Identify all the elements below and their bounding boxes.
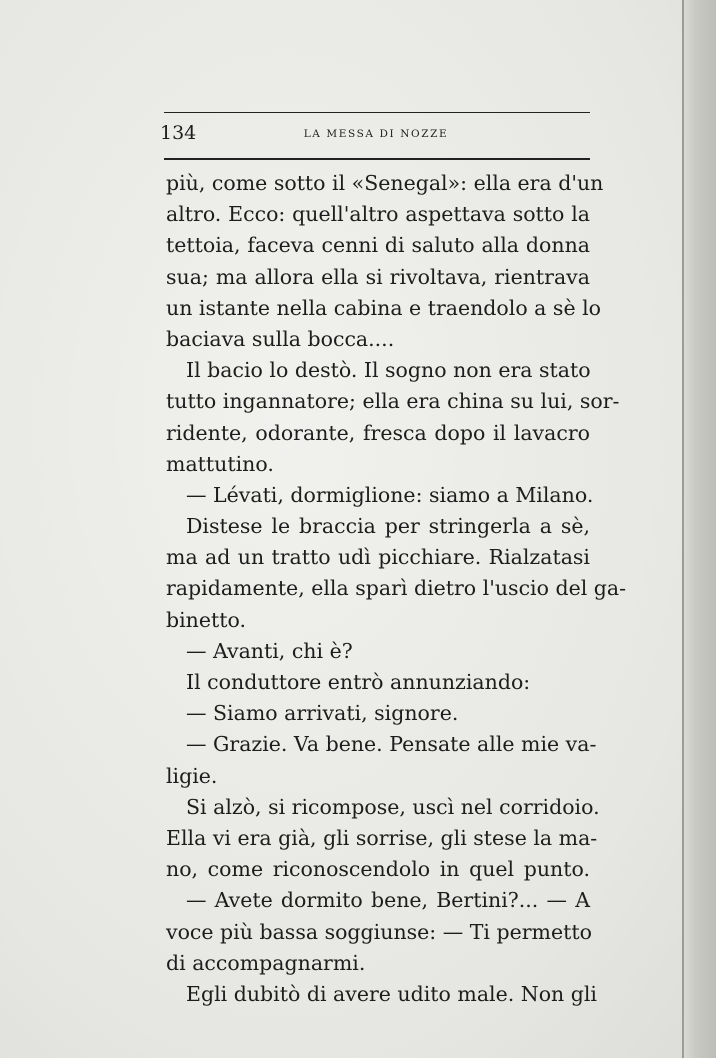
text-line: ridente, odorante, fresca dopo il lavacro xyxy=(166,420,590,445)
page-header xyxy=(160,122,592,150)
text-line: un istante nella cabina e traendolo a sè lo xyxy=(166,295,601,320)
text-line: — Avete dormito bene, Bertini?... — A xyxy=(186,888,590,913)
page-gutter xyxy=(682,0,716,1058)
text-line: Il conduttore entrò annunziando: xyxy=(186,670,531,694)
page-number: 134 xyxy=(160,122,197,144)
running-title: LA MESSA DI NOZZE xyxy=(303,128,449,140)
text-line: rapidamente, ella sparì dietro l'uscio del ga- xyxy=(166,576,627,601)
text-line: tettoia, faceva cenni di saluto alla donna xyxy=(166,233,590,258)
text-line: di accompagnarmi. xyxy=(166,950,366,975)
top-rule xyxy=(164,112,590,113)
text-line: Egli dubitò di avere udito male. Non gli xyxy=(186,981,597,1006)
text-line: ligie. xyxy=(166,763,218,788)
text-line: tutto ingannatore; ella era china su lui, sor- xyxy=(166,389,620,414)
text-line: mattutino. xyxy=(166,451,274,476)
text-line: più, come sotto il «Senegal»: ella era d'un xyxy=(166,171,604,195)
text-line: Si alzò, si ricompose, uscì nel corridoio. xyxy=(186,794,600,819)
text-line: ma ad un tratto udì picchiare. Rialzatasi xyxy=(166,545,590,570)
text-line: Ella vi era già, gli sorrise, gli stese la ma- xyxy=(166,825,598,850)
header-rule xyxy=(164,158,590,160)
gutter-edge xyxy=(682,0,684,1058)
text-line: voce più bassa soggiunse: — Ti permetto xyxy=(166,919,592,944)
text-line: altro. Ecco: quell'altro aspettava sotto la xyxy=(166,202,590,227)
text-line: — Grazie. Va bene. Pensate alle mie va- xyxy=(186,732,597,757)
text-line: Il bacio lo destò. Il sogno non era stato xyxy=(186,358,591,383)
body-text xyxy=(166,168,627,1010)
text-line: — Lévati, dormiglione: siamo a Milano. xyxy=(186,482,594,507)
text-line: binetto. xyxy=(166,607,246,632)
text-line: — Siamo arrivati, signore. xyxy=(186,701,459,726)
text-line: Distese le braccia per stringerla a sè, xyxy=(186,514,590,539)
text-line: baciava sulla bocca.... xyxy=(166,326,395,351)
text-line: — Avanti, chi è? xyxy=(186,638,353,663)
text-line: sua; ma allora ella si rivoltava, rientrava xyxy=(166,264,590,289)
text-line: no, come riconoscendolo in quel punto. xyxy=(166,857,590,882)
